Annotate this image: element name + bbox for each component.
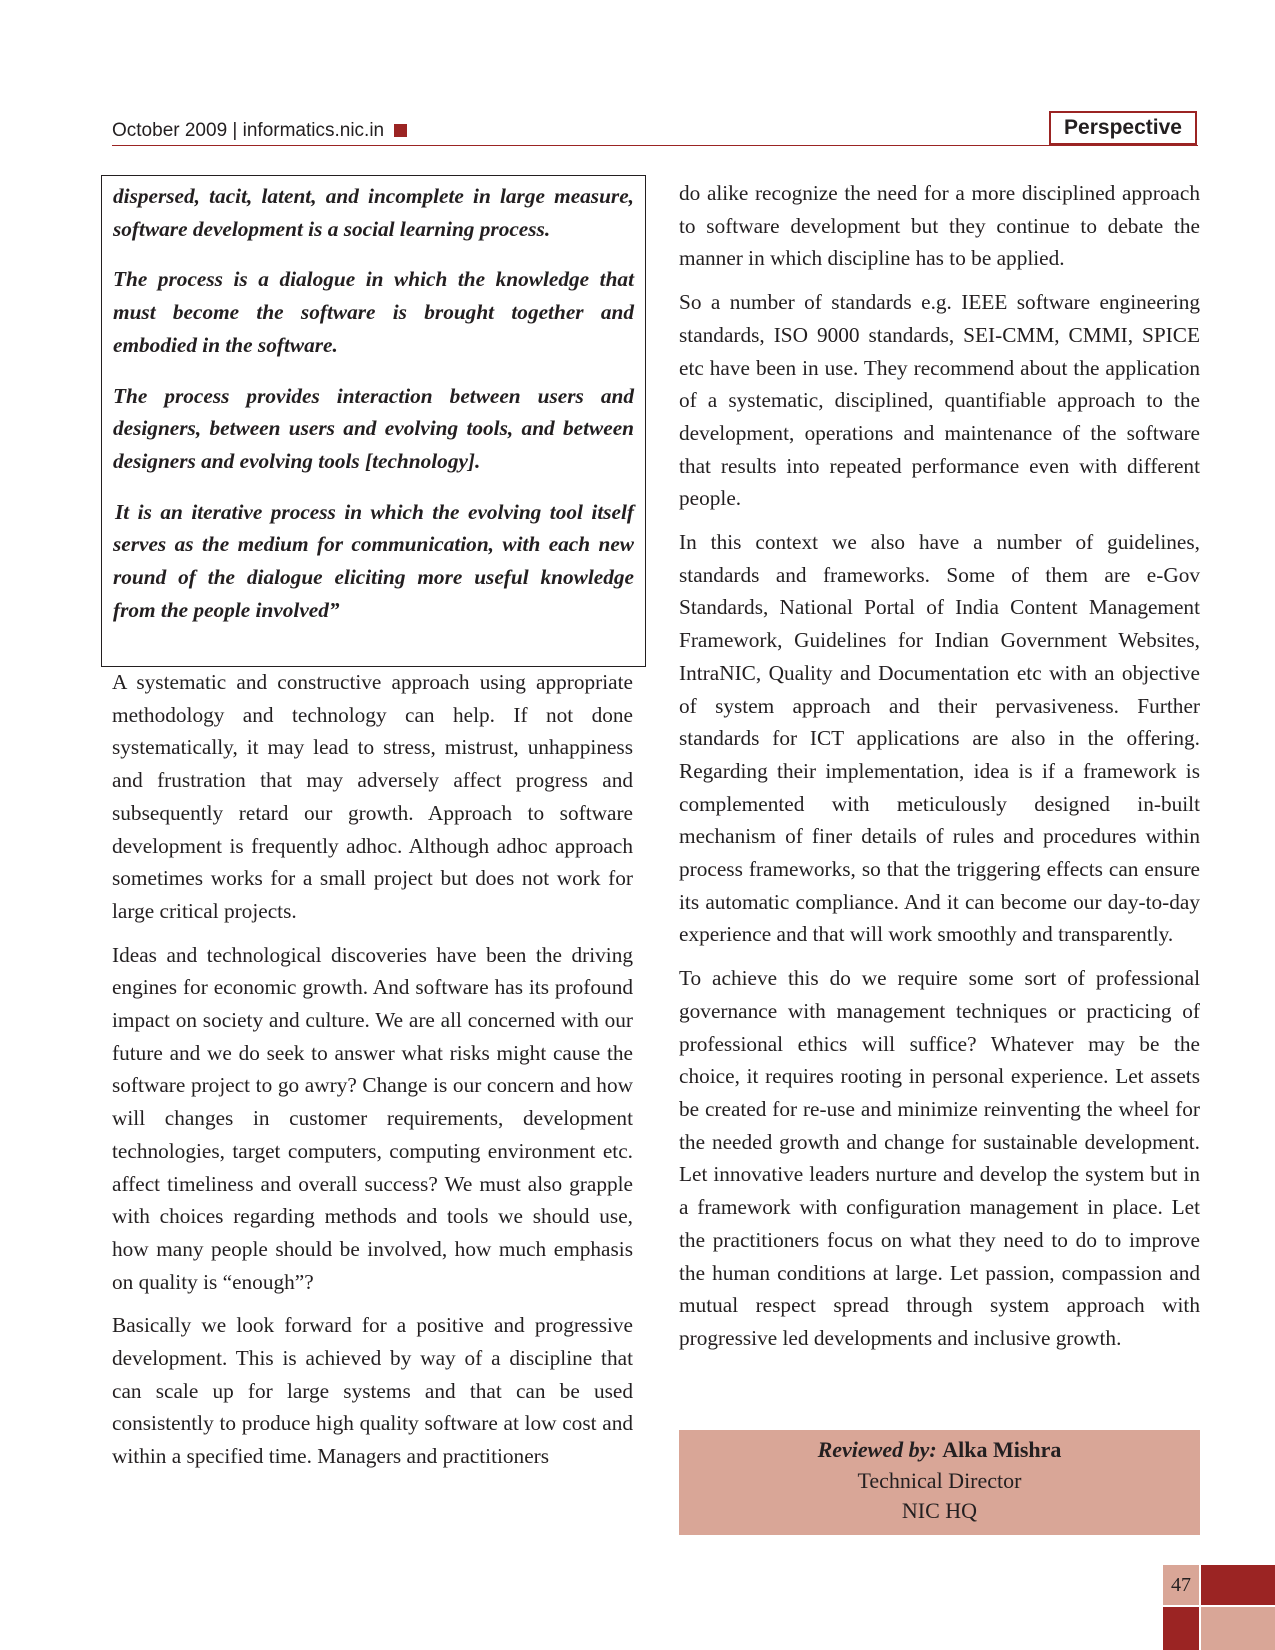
reviewer-name: Alka Mishra [942,1437,1062,1462]
body-paragraph: In this context we also have a number of guidelines, standards and frameworks. Some of them are e-Gov Standards, National Portal of India Content Management Framework, Guidelines for Indian Government Websites, IntraNIC, Quality and Documentation etc with an objective of system approach and their pervasiveness. Further standards for ICT applications are also in the offering. Regarding their implementation, idea is if a framework is complemented with meticulously designed in-built mechanism of finer details of rules and procedures within process frameworks, so that the triggering effects can ensure its automatic compliance. And it can become our day-to-day experience and that will work smoothly and transparently. [679,530,1200,947]
right-column [679,177,1200,1366]
quote-box [101,175,646,667]
quote-paragraph: It is an iterative process in which the evolving tool itself serves as the medium for communication, with each new round of the dialogue eliciting more useful knowledge from the people involved” [113,499,634,622]
body-paragraph: do alike recognize the need for a more disciplined approach to software development but they continue to debate the manner in which discipline has to be applied. [679,181,1200,271]
body-paragraph: So a number of standards e.g. IEEE software engineering standards, ISO 9000 standards, SEI-CMM, CMMI, SPICE etc have been in use. They recommend about the application of a systematic, disciplined, quantifiable approach to the development, operations and maintenance of the software that results into repeated performance even with different people. [679,290,1200,511]
reviewer-line [679,1435,1200,1466]
header-rule [112,145,1198,146]
header-date-site-text: October 2009 | informatics.nic.in [112,120,385,141]
quote-paragraph: dispersed, tacit, latent, and incomplete in large measure, software development is a social learning process. [113,184,634,241]
review-box [679,1430,1200,1535]
header-square-icon [394,124,407,137]
header-date-site [112,120,407,142]
quote-paragraph: The process provides interaction between users and designers, between users and evolving tools, and between designers and evolving tools [technology]. [113,383,634,473]
corner-block [1163,1607,1199,1650]
corner-block [1201,1565,1275,1605]
reviewed-by-label: Reviewed by: [817,1437,937,1462]
reviewer-designation: Technical Director [857,1467,1022,1493]
page-number: 47 [1163,1565,1199,1605]
reviewer-office: NIC HQ [901,1498,978,1523]
section-label: Perspective [1049,111,1197,145]
body-paragraph: A systematic and constructive approach using appropriate methodology and technology can help. If not done systematically, it may lead to stress, mistrust, unhappiness and frustration that may adversely affect progress and subsequently retard our growth. Approach to software development is frequently adhoc. Although adhoc approach sometimes works for a small project but does not work for large critical projects. [112,670,633,923]
body-paragraph: To achieve this do we require some sort of professional governance with management techniques or practicing of professional ethics will suffice? Whatever may be the choice, it requires rooting in personal experience. Let assets be created for re-use and minimize reinventing the wheel for the needed growth and change for sustainable development. Let innovative leaders nurture and develop the system but in a framework with configuration management in place. Let the practitioners focus on what they need to do to improve the human conditions at large. Let passion, compassion and mutual respect spread through system approach with progressive led developments and inclusive growth. [679,966,1200,1350]
left-column [112,666,633,1484]
corner-block [1201,1607,1275,1650]
body-paragraph: Basically we look forward for a positive and progressive development. This is achieved by way of a discipline that can scale up for large systems and that can be used consistently to produce high quality software at low cost and within a specified time. Managers and practitioners [112,1313,633,1469]
body-paragraph: Ideas and technological discoveries have been the driving engines for economic growth. And software has its profound impact on society and culture. We are all concerned with our future and we do seek to answer what risks might cause the software project to go awry? Change is our concern and how will changes in customer requirements, development technologies, target computers, computing environment etc. affect timeliness and overall success? We must also grapple with choices regarding methods and tools we should use, how many people should be involved, how much emphasis on quality is “enough”? [112,942,633,1294]
quote-paragraph: The process is a dialogue in which the knowledge that must become the software is brought together and embodied in the software. [113,267,634,357]
